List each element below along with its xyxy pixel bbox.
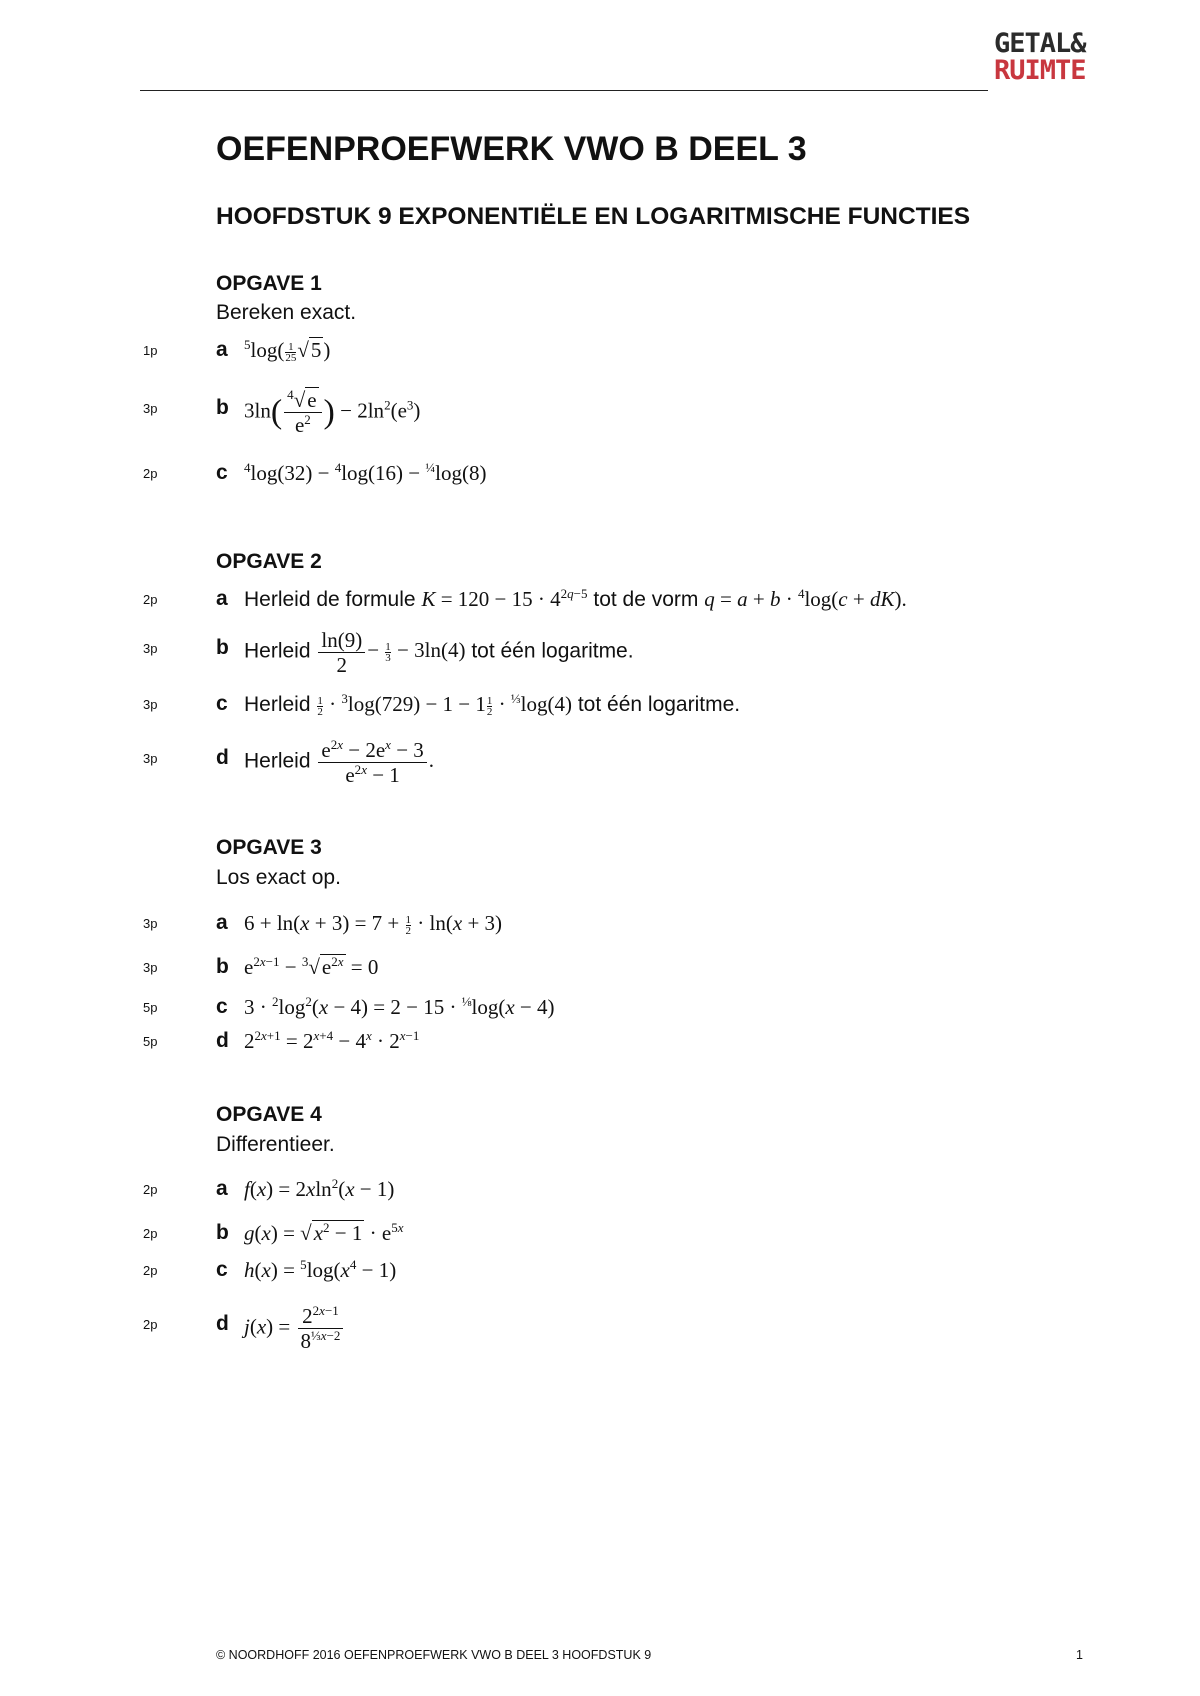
letter-3b: b — [216, 955, 229, 978]
letter-3d: d — [216, 1029, 229, 1052]
text-2a — [244, 579, 907, 620]
formula-3d: $2^{2x+1} = 2^{x+4} - 4^x \cdot 2^{x-1}$ — [244, 1028, 420, 1053]
letter-4a: a — [216, 1177, 228, 1200]
letter-1b: b — [216, 396, 229, 419]
logo-line-2: RUIMTE — [994, 55, 1086, 86]
formula-4a: f(x) = 2xln$^2$(x − 1) — [244, 1176, 395, 1201]
letter-4b: b — [216, 1221, 229, 1244]
points-2d: 3p — [143, 751, 158, 766]
points-4d: 2p — [143, 1317, 158, 1332]
points-3c: 5p — [143, 1000, 158, 1015]
formula-1c: $^4$log(32) − $^4$log(16) − $^{\frac{1}{4}}$log(8) — [244, 460, 487, 485]
text-2b-2: tot één logaritme. — [471, 639, 634, 663]
opgave-4-heading: OPGAVE 4 — [216, 1103, 322, 1126]
formula-4b: $g(x) = √x^2 - 1 \cdot e^{5x}$ — [244, 1220, 404, 1245]
header-rule — [140, 90, 988, 91]
formula-2b: $\frac{\ln(9)}{2}$ − $\frac{1}{3}$ − 3ln(4) — [316, 638, 465, 662]
page-number: 1 — [1076, 1648, 1083, 1662]
text-2c-2: tot één logaritme. — [577, 693, 741, 716]
publisher-logo — [994, 30, 1086, 84]
formula-4c: $h(x) = ^5\log(x^4 - 1)$ — [244, 1257, 397, 1282]
text-2c-1: Herleid — [244, 693, 311, 716]
text-2a-2: tot de vorm — [593, 588, 699, 611]
points-4b: 2p — [143, 1226, 158, 1241]
formula-3c: $3 \cdot ^2\log^2(x - 4) = 2 - 15 \cdot ^{\frac{1}{8}}\log(x - 4)$ — [244, 994, 555, 1019]
formula-2a-1: $K = 120 - 15 \cdot 4^{2q-5}$ — [421, 586, 588, 611]
text-2a-1: Herleid de formule — [244, 588, 416, 611]
text-2c — [244, 684, 740, 725]
formula-1b: 3ln( $\frac{^4√e}{e^2}$ ) − $2\ln^2(e^3)$ — [244, 387, 421, 438]
document-title: OEFENPROEFWERK VWO B DEEL 3 — [216, 130, 807, 168]
points-2a: 2p — [143, 592, 158, 607]
opgave-4-instruction: Differentieer. — [216, 1133, 335, 1156]
points-3b: 3p — [143, 960, 158, 975]
points-1b: 3p — [143, 401, 158, 416]
text-2b — [244, 628, 634, 677]
letter-4c: c — [216, 1258, 228, 1281]
formula-3b: $e^{2x-1} - ^3√e^{2x} = 0$ — [244, 954, 379, 979]
letter-3a: a — [216, 911, 228, 934]
text-2b-1: Herleid — [244, 639, 311, 663]
formula-2a-2: q = a + b · $^4$log(c + dK). — [704, 586, 907, 611]
letter-1a: a — [216, 338, 228, 361]
letter-1c: c — [216, 461, 228, 484]
opgave-2-heading: OPGAVE 2 — [216, 550, 322, 573]
formula-1a: $^5$log( $\frac{1}{25}$ √5) — [244, 337, 331, 364]
points-4c: 2p — [143, 1263, 158, 1278]
letter-4d: d — [216, 1312, 229, 1335]
points-2b: 3p — [143, 641, 158, 656]
points-4a: 2p — [143, 1182, 158, 1197]
opgave-3-heading: OPGAVE 3 — [216, 836, 322, 859]
formula-4d: j(x) = $\frac{2^{2x-1}}{8^{\frac{1}{3}x-2}}$ — [244, 1304, 345, 1353]
footer-text: © NOORDHOFF 2016 OEFENPROEFWERK VWO B DEEL 3 HOOFDSTUK 9 — [216, 1648, 652, 1662]
formula-3a: 6 + ln(x + 3) = 7 + $\frac{1}{2}$ · ln(x + 3) — [244, 911, 503, 937]
points-1c: 2p — [143, 466, 158, 481]
points-2c: 3p — [143, 697, 158, 712]
formula-2d: $\frac{e^{2x} - 2e^x - 3}{e^{2x} - 1}$ . — [316, 748, 434, 772]
logo-line-1: GETAL& — [994, 28, 1086, 59]
letter-2b: b — [216, 636, 229, 659]
opgave-3-instruction: Los exact op. — [216, 866, 341, 889]
opgave-1-heading: OPGAVE 1 — [216, 272, 322, 295]
points-3d: 5p — [143, 1034, 158, 1049]
points-1a: 1p — [143, 343, 158, 358]
letter-2d: d — [216, 746, 229, 769]
points-3a: 3p — [143, 916, 158, 931]
text-2d — [244, 738, 434, 787]
chapter-title: HOOFDSTUK 9 EXPONENTIËLE EN LOGARITMISCHE FUNCTIES — [216, 203, 971, 230]
text-2d-1: Herleid — [244, 749, 311, 773]
letter-2a: a — [216, 587, 228, 610]
letter-3c: c — [216, 995, 228, 1018]
formula-2c: $\frac{1}{2}$ · $^3$log(729) − 1 − 1 $\frac{1}{2}$ · $^{\frac{1}{3}}$log(4) — [317, 691, 572, 718]
opgave-1-instruction: Bereken exact. — [216, 301, 357, 324]
letter-2c: c — [216, 692, 228, 715]
